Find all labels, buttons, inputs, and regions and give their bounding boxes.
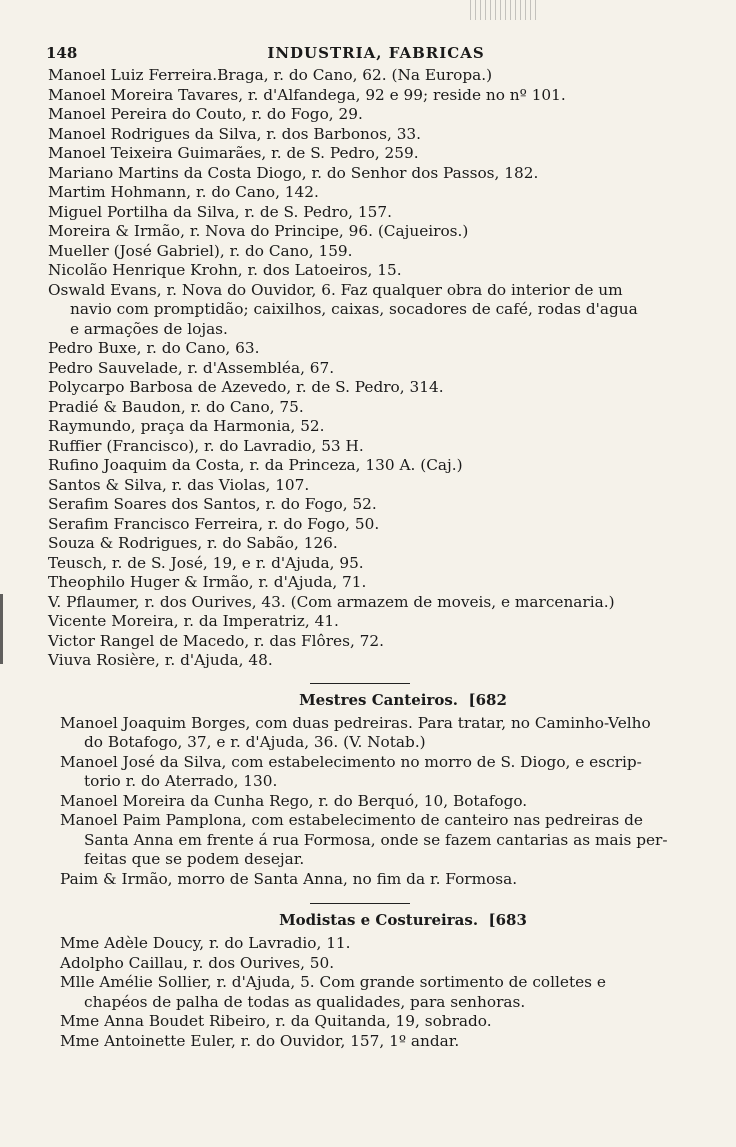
entry-line: Polycarpo Barbosa de Azevedo, r. de S. Pedro, 314. xyxy=(48,378,444,396)
entry-line: Martim Hohmann, r. do Cano, 142. xyxy=(48,183,319,201)
entry-line: Pedro Buxe, r. do Cano, 63. xyxy=(48,339,260,357)
directory-entry xyxy=(0,378,736,398)
entry-continuation-line: Santa Anna em frente á rua Formosa, onde se fazem cantarias as mais per- xyxy=(84,830,668,849)
directory-entry xyxy=(0,934,736,954)
running-title: INDUSTRIA, FABRICAS xyxy=(267,44,485,62)
directory-entry xyxy=(0,753,736,792)
section-canteiros xyxy=(0,714,736,890)
directory-entry xyxy=(0,973,736,1012)
section-heading-canteiros xyxy=(0,690,736,710)
entry-line: Victor Rangel de Macedo, r. das Flôres, 72. xyxy=(48,631,385,650)
page-number: 148 xyxy=(46,44,78,62)
entry-line: Mlle Amélie Sollier, r. d'Ajuda, 5. Com grande sortimento de colletes e xyxy=(60,973,606,991)
directory-entry xyxy=(0,66,736,86)
entry-line: Rufino Joaquim da Costa, r. da Princeza, 130 A. (Caj.) xyxy=(48,456,463,474)
entry-line: Manoel Luiz Ferreira.Braga, r. do Cano, 62. (Na Europa.) xyxy=(48,66,493,84)
section-title: Mestres Canteiros. xyxy=(299,690,459,709)
directory-entry xyxy=(0,714,736,753)
directory-entry xyxy=(0,593,736,613)
directory-entry xyxy=(0,1032,736,1052)
entry-line: Nicolão Henrique Krohn, r. dos Latoeiros, 15. xyxy=(48,261,402,279)
directory-entry xyxy=(0,398,736,418)
entry-continuation-line: do Botafogo, 37, e r. d'Ajuda, 36. (V. Notab.) xyxy=(84,733,426,751)
entry-line: Manoel Moreira Tavares, r. d'Alfandega, 92 e 99; reside no nº 101. xyxy=(48,85,566,104)
entry-line: Manoel Joaquim Borges, com duas pedreiras. Para tratar, no Caminho-Velho xyxy=(60,713,651,732)
directory-entry xyxy=(0,534,736,554)
directory-entry xyxy=(0,811,736,870)
entry-continuation-line: e armações de lojas. xyxy=(70,319,228,338)
entry-line: Mme Anna Boudet Ribeiro, r. da Quitanda, 19, sobrado. xyxy=(60,1012,492,1030)
entry-continuation-line: torio r. do Aterrado, 130. xyxy=(84,772,278,790)
section-divider xyxy=(310,903,410,904)
directory-entry xyxy=(0,359,736,379)
section-title: Modistas e Costureiras. xyxy=(279,911,479,929)
entry-line: Souza & Rodrigues, r. do Sabão, 126. xyxy=(48,534,338,552)
entry-line: Ruffier (Francisco), r. do Lavradio, 53 H. xyxy=(48,436,364,455)
entry-continuation-line: chapéos de palha de todas as qualidades, para senhoras. xyxy=(84,992,526,1011)
directory-entry xyxy=(0,515,736,535)
entry-line: Manoel Pereira do Couto, r. do Fogo, 29. xyxy=(48,105,363,123)
entry-line: V. Pflaumer, r. dos Ourives, 43. (Com armazem de moveis, e marcenaria.) xyxy=(48,592,615,611)
section-number: [683 xyxy=(488,911,527,929)
entry-line: Manoel Paim Pamplona, com estabelecimento de canteiro nas pedreiras de xyxy=(60,811,643,829)
directory-entry xyxy=(0,281,736,340)
entry-line: Mueller (José Gabriel), r. do Cano, 159. xyxy=(48,241,353,260)
directory-entry xyxy=(0,612,736,632)
directory-entry xyxy=(0,495,736,515)
entry-line: Teusch, r. de S. José, 19, e r. d'Ajuda, 95. xyxy=(48,553,364,572)
directory-entry xyxy=(0,183,736,203)
entry-line: Manoel José da Silva, com estabelecimento no morro de S. Diogo, e escrip- xyxy=(60,752,642,771)
directory-entry xyxy=(0,573,736,593)
directory-entry xyxy=(0,456,736,476)
directory-entry xyxy=(0,339,736,359)
entry-continuation-line: feitas que se podem desejar. xyxy=(84,850,305,868)
directory-entry xyxy=(0,651,736,671)
print-speckle xyxy=(470,0,540,20)
entry-line: Pradié & Baudon, r. do Cano, 75. xyxy=(48,397,304,416)
directory-entry xyxy=(0,437,736,457)
section-heading-modistas xyxy=(0,910,736,930)
section-divider xyxy=(310,683,410,684)
directory-entry xyxy=(0,870,736,890)
entry-line: Manoel Teixeira Guimarães, r. de S. Pedro, 259. xyxy=(48,144,419,162)
entry-line: Mariano Martins da Costa Diogo, r. do Senhor dos Passos, 182. xyxy=(48,163,539,182)
entry-line: Miguel Portilha da Silva, r. de S. Pedro, 157. xyxy=(48,202,392,221)
directory-entry xyxy=(0,1012,736,1032)
directory-entry xyxy=(0,792,736,812)
directory-entry xyxy=(0,554,736,574)
entry-line: Paim & Irmão, morro de Santa Anna, no fim da r. Formosa. xyxy=(60,869,518,888)
entry-line: Serafim Francisco Ferreira, r. do Fogo, 50. xyxy=(48,514,380,533)
directory-entry xyxy=(0,261,736,281)
entry-line: Vicente Moreira, r. da Imperatriz, 41. xyxy=(48,612,339,630)
directory-entry xyxy=(0,417,736,437)
entry-line: Theophilo Huger & Irmão, r. d'Ajuda, 71. xyxy=(48,573,367,591)
entry-line: Santos & Silva, r. das Violas, 107. xyxy=(48,475,310,494)
directory-entry xyxy=(0,476,736,496)
directory-entry xyxy=(0,125,736,145)
entry-line: Serafim Soares dos Santos, r. do Fogo, 52. xyxy=(48,495,377,513)
entry-line: Oswald Evans, r. Nova do Ouvidor, 6. Faz qualquer obra do interior de um xyxy=(48,280,623,299)
entry-line: Manoel Rodrigues da Silva, r. dos Barbonos, 33. xyxy=(48,124,422,143)
entry-line: Adolpho Caillau, r. dos Ourives, 50. xyxy=(60,953,335,972)
entry-line: Raymundo, praça da Harmonia, 52. xyxy=(48,417,325,435)
directory-entry xyxy=(0,203,736,223)
directory-entry xyxy=(0,164,736,184)
directory-entry xyxy=(0,222,736,242)
entry-line: Mme Adèle Doucy, r. do Lavradio, 11. xyxy=(60,934,351,952)
section-modistas xyxy=(0,934,736,1051)
entry-line: Mme Antoinette Euler, r. do Ouvidor, 157, 1º andar. xyxy=(60,1031,460,1050)
page-body xyxy=(0,66,736,1051)
page-header xyxy=(46,44,706,66)
directory-entry xyxy=(0,144,736,164)
entry-line: Pedro Sauvelade, r. d'Assembléa, 67. xyxy=(48,358,335,377)
directory-entry xyxy=(0,86,736,106)
directory-entry xyxy=(0,954,736,974)
directory-entry xyxy=(0,242,736,262)
directory-entry xyxy=(0,105,736,125)
entry-continuation-line: navio com promptidão; caixilhos, caixas, socadores de café, rodas d'agua xyxy=(70,300,638,318)
directory-entry xyxy=(0,632,736,652)
entry-line: Moreira & Irmão, r. Nova do Principe, 96. (Cajueiros.) xyxy=(48,222,469,240)
entry-line: Manoel Moreira da Cunha Rego, r. do Berquó, 10, Botafogo. xyxy=(60,791,528,810)
section-fabricas xyxy=(0,66,736,671)
entry-line: Viuva Rosière, r. d'Ajuda, 48. xyxy=(48,651,273,669)
section-number: [682 xyxy=(468,690,507,709)
